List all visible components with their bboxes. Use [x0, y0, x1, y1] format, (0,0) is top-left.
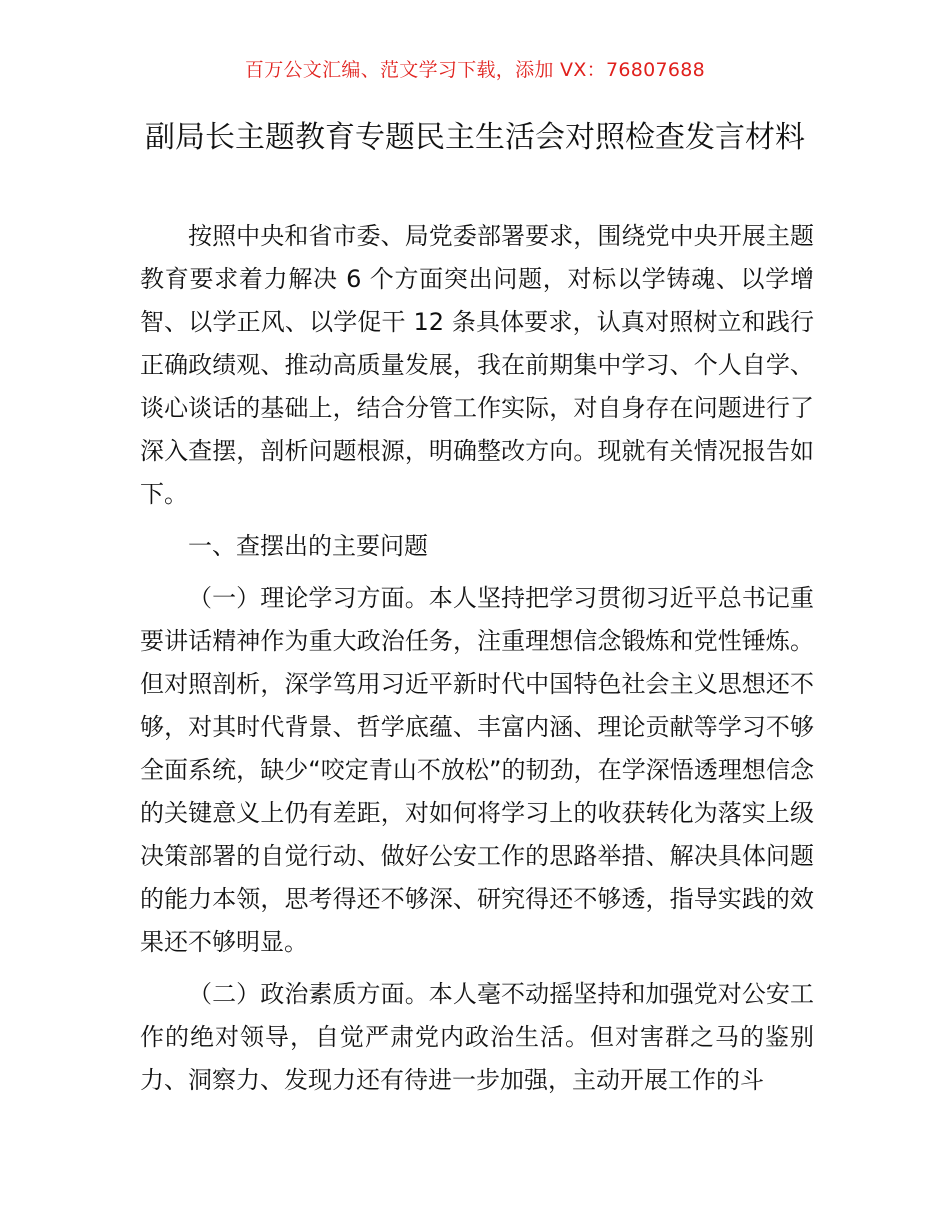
- section-heading: 一、查摆出的主要问题: [188, 532, 428, 560]
- theory-study-paragraph: （一）理论学习方面。本人坚持把学习贯彻习近平总书记重要讲话精神作为重大政治任务，注重理想信念锻炼和党性锤炼。但对照剖析，深学笃用习近平新时代中国特色社会主义思想还不够，对其时代背景、哲学底蕴、丰富内涵、理论贡献等学习不够全面系统，缺少“咬定青山不放松”的韧劲，在学深悟透理想信念的关键意义上仍有差距，对如何将学习上的收获转化为落实上级决策部署的自觉行动、做好公安工作的思路举措、解决具体问题的能力本领，思考得还不够深、研究得还不够透，指导实践的效果还不够明显。: [140, 584, 814, 956]
- promo-banner: 百万公文汇编、范文学习下载，添加 VX：76807688: [244, 59, 706, 81]
- political-quality-paragraph: （二）政治素质方面。本人毫不动摇坚持和加强党对公安工作的绝对领导，自觉严肃党内政治生活。但对害群之马的鉴别力、洞察力、发现力还有待进一步加强，主动开展工作的斗: [140, 980, 814, 1094]
- document-body: [140, 215, 814, 1102]
- document-title: 副局长主题教育专题民主生活会对照检查发言材料: [145, 120, 805, 155]
- intro-paragraph: 按照中央和省市委、局党委部署要求，围绕党中央开展主题教育要求着力解决 6 个方面突出问题，对标以学铸魂、以学增智、以学正风、以学促干 12 条具体要求，认真对照树立和践行正确政绩观、推动高质量发展，我在前期集中学习、个人自学、谈心谈话的基础上，结合分管工作实际，对自身存在问题进行了深入查摆，剖析问题根源，明确整改方向。现就有关情况报告如下。: [140, 222, 814, 508]
